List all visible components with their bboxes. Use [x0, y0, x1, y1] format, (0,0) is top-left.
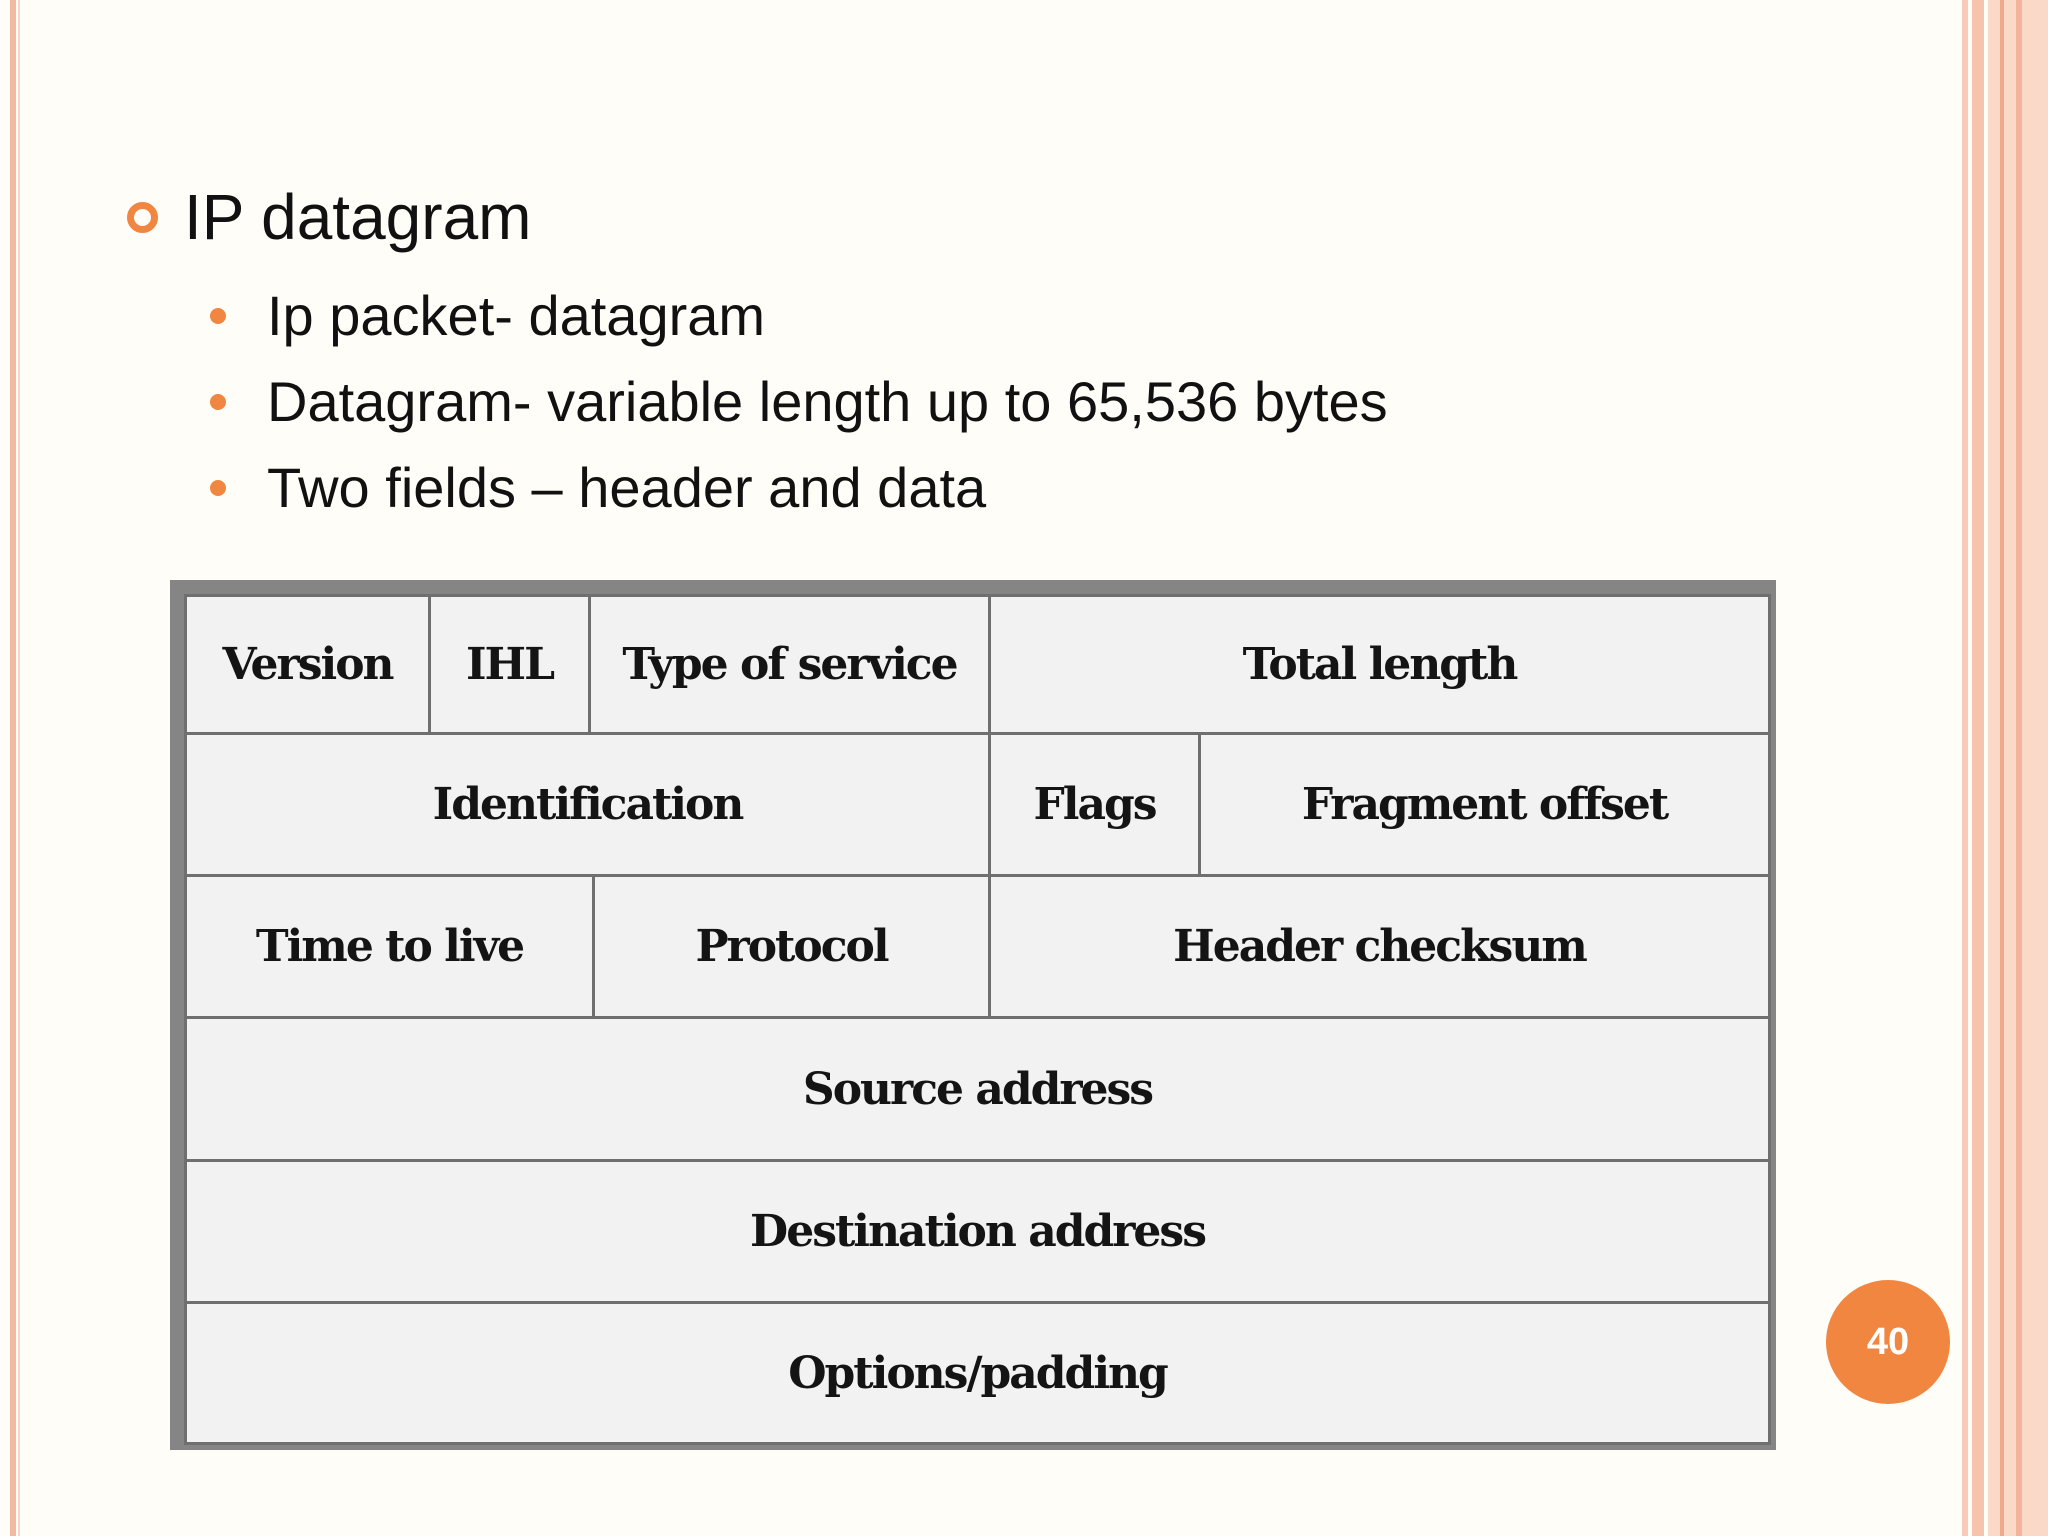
bullet-item: [267, 456, 987, 519]
right-border-band: [1972, 0, 1984, 1536]
ip-header-table: [184, 594, 1771, 1445]
field-fragment-offset: Fragment offset: [1200, 734, 1770, 876]
field-version: Version: [186, 596, 430, 734]
field-flags: Flags: [990, 734, 1200, 876]
bullet-item: [267, 284, 766, 347]
field-source-address: Source address: [186, 1018, 1770, 1161]
dot-bullet-icon: [210, 308, 226, 324]
dot-bullet-icon: [210, 480, 226, 496]
field-time-to-live: Time to live: [186, 876, 594, 1018]
bullet-item: [267, 370, 1388, 433]
field-protocol: Protocol: [594, 876, 990, 1018]
field-identification: Identification: [186, 734, 990, 876]
right-border-line-2: [2016, 0, 2022, 1536]
heading-text: IP datagram: [184, 181, 532, 253]
field-total-length: Total length: [990, 596, 1770, 734]
ring-bullet-icon: [127, 202, 158, 233]
header-row: [186, 596, 1770, 734]
page-number-badge: 40: [1826, 1280, 1950, 1404]
header-row: [186, 1161, 1770, 1303]
header-row: [186, 734, 1770, 876]
bullet-text: Datagram- variable length up to 65,536 bytes: [267, 370, 1388, 433]
left-border-stripe-inner: [18, 0, 20, 1536]
header-row: [186, 1303, 1770, 1444]
field-destination-address: Destination address: [186, 1161, 1770, 1303]
left-border-stripe: [10, 0, 16, 1536]
bullet-text: Two fields – header and data: [267, 456, 987, 519]
ip-header-figure: [170, 580, 1776, 1450]
dot-bullet-icon: [210, 394, 226, 410]
field-header-checksum: Header checksum: [990, 876, 1770, 1018]
field-ihl: IHL: [430, 596, 590, 734]
right-border-stripe: [1962, 0, 1968, 1536]
right-border-line: [2000, 0, 2004, 1536]
header-row: [186, 1018, 1770, 1161]
bullet-text: Ip packet- datagram: [267, 284, 766, 347]
header-row: [186, 876, 1770, 1018]
field-options-padding: Options/padding: [186, 1303, 1770, 1444]
slide-heading: [184, 181, 532, 253]
field-type-of-service: Type of service: [590, 596, 990, 734]
